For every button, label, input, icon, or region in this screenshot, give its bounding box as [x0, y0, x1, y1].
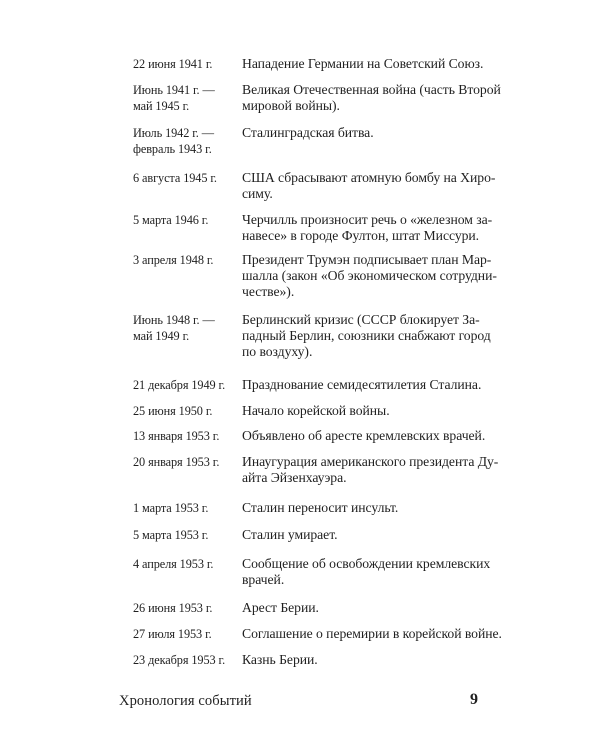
chronology-entry — [133, 252, 503, 300]
chronology-entry — [133, 500, 503, 516]
chronology-list — [133, 56, 503, 668]
page-number: 9 — [470, 691, 478, 708]
chronology-entry — [133, 652, 503, 668]
entry-date: 27 июля 1953 г. — [133, 627, 212, 641]
chronology-entry — [133, 56, 503, 72]
entry-date: 23 декабря 1953 г. — [133, 653, 226, 667]
chronology-entry — [133, 212, 503, 244]
entry-event: Казнь Берии. — [242, 652, 318, 667]
entry-event: Великая Отечественная война (часть Второй мировой войны). — [242, 82, 501, 113]
entry-date: 4 апреля 1953 г. — [133, 557, 214, 571]
entry-event: Нападение Германии на Советский Союз. — [242, 56, 484, 71]
entry-date: 5 марта 1953 г. — [133, 528, 209, 542]
chronology-entry — [133, 626, 503, 642]
chronology-entry — [133, 170, 503, 202]
entry-date: 20 января 1953 г. — [133, 455, 220, 469]
entry-date: 3 апреля 1948 г. — [133, 253, 214, 267]
entry-event: Инаугурация американского президента Ду- айта Эйзенхауэра. — [242, 454, 499, 485]
entry-event: Черчилль произносит речь о «железном за- навесе» в городе Фултон, штат Миссури. — [242, 212, 493, 243]
entry-event: Соглашение о перемирии в корейской войне. — [242, 626, 502, 641]
entry-event: США сбрасывают атомную бомбу на Хиро- симу. — [242, 170, 496, 201]
entry-event: Президент Трумэн подписывает план Мар- шалла (закон «Об экономическом сотрудни- честве»). — [242, 252, 497, 299]
running-footer-title: Хронология событий — [119, 693, 252, 709]
entry-event: Объявлено об аресте кремлевских врачей. — [242, 428, 486, 443]
chronology-entry — [133, 527, 503, 543]
entry-event: Сталин переносит инсульт. — [242, 500, 399, 515]
entry-date: 1 марта 1953 г. — [133, 501, 209, 515]
entry-date: 22 июня 1941 г. — [133, 57, 213, 71]
entry-date: 13 января 1953 г. — [133, 429, 220, 443]
entry-event: Сталинградская битва. — [242, 125, 374, 140]
entry-date: 25 июня 1950 г. — [133, 404, 213, 418]
entry-event: Начало корейской войны. — [242, 403, 390, 418]
chronology-entry — [133, 403, 503, 419]
entry-event: Арест Берии. — [242, 600, 319, 615]
chronology-entry — [133, 428, 503, 444]
entry-date: Июнь 1941 г. — май 1945 г. — [133, 83, 215, 113]
chronology-entry — [133, 600, 503, 616]
entry-event: Берлинский кризис (СССР блокирует За- падный Берлин, союзники снабжают город по воздуху). — [242, 312, 491, 359]
entry-date: 5 марта 1946 г. — [133, 213, 209, 227]
chronology-entry — [133, 125, 503, 157]
entry-event: Сталин умирает. — [242, 527, 338, 542]
entry-event: Сообщение об освобождении кремлевских врачей. — [242, 556, 491, 587]
entry-date: Июль 1942 г. — февраль 1943 г. — [133, 126, 214, 156]
chronology-entry — [133, 556, 503, 588]
entry-event: Празднование семидесятилетия Сталина. — [242, 377, 482, 392]
entry-date: 26 июня 1953 г. — [133, 601, 213, 615]
chronology-entry — [133, 312, 503, 360]
entry-date: 21 декабря 1949 г. — [133, 378, 226, 392]
chronology-entry — [133, 454, 503, 486]
chronology-entry — [133, 377, 503, 393]
chronology-entry — [133, 82, 503, 114]
entry-date: Июнь 1948 г. — май 1949 г. — [133, 313, 215, 343]
entry-date: 6 августа 1945 г. — [133, 171, 217, 185]
